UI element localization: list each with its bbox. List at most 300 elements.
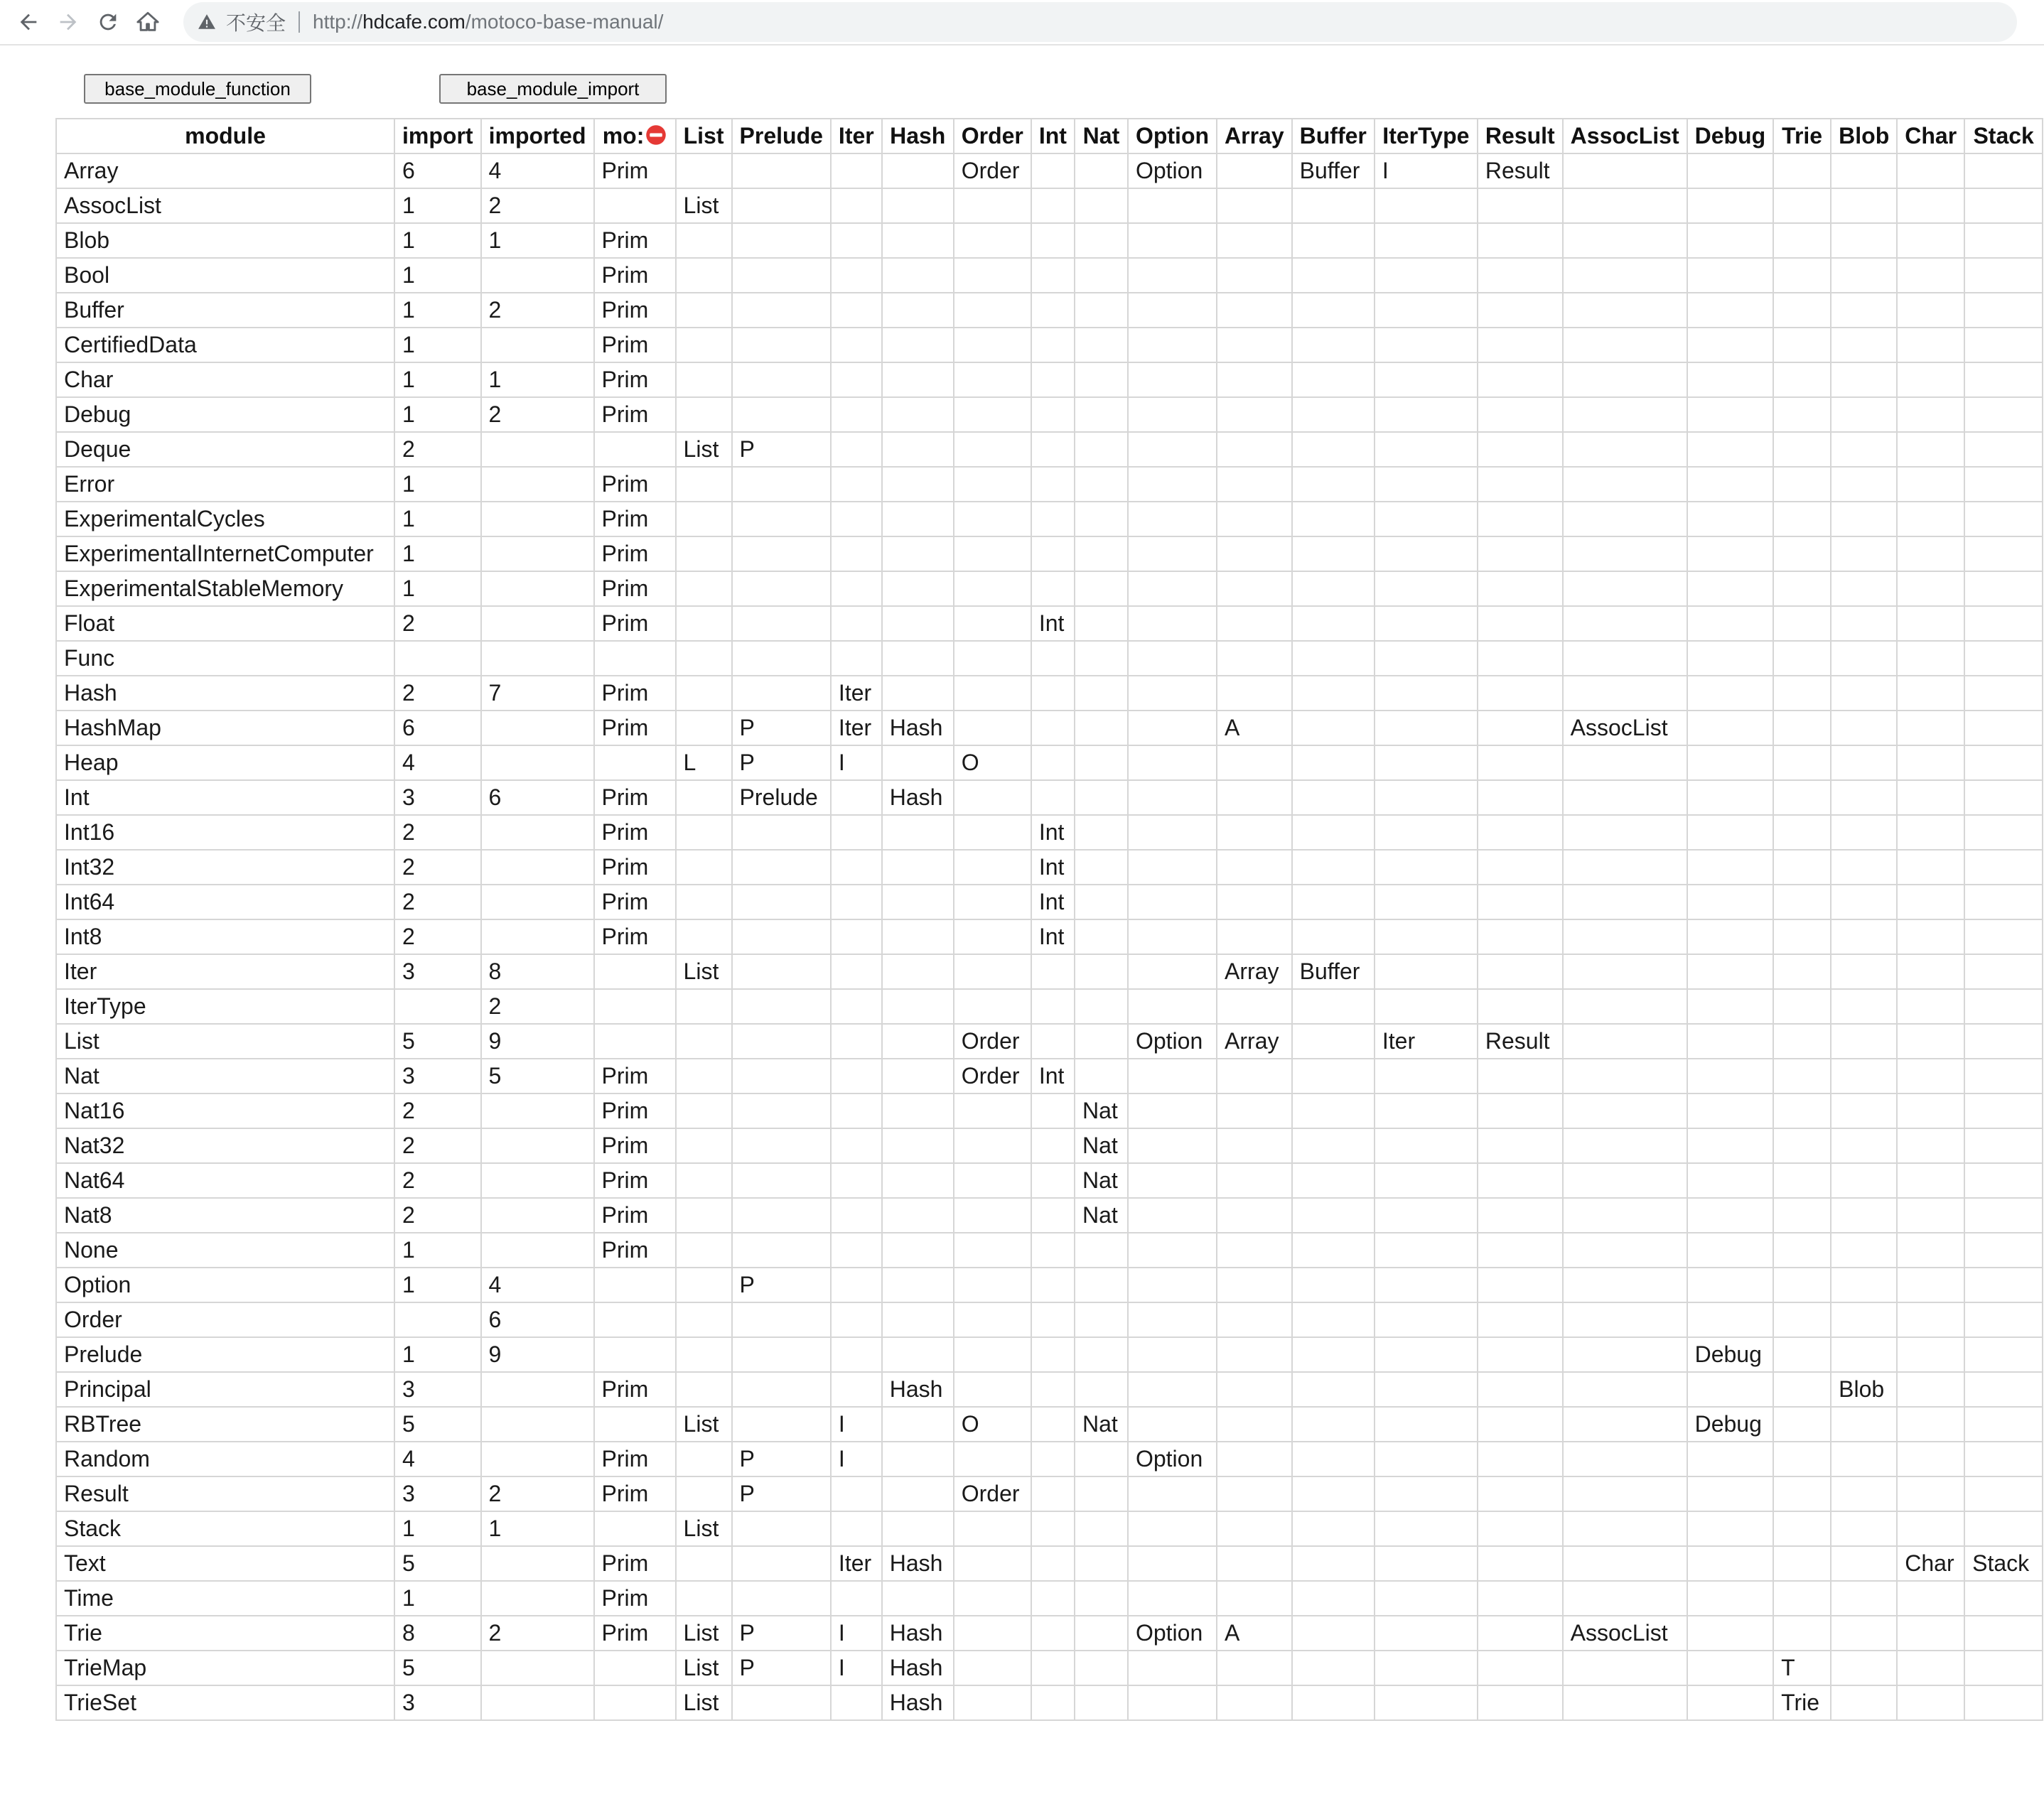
table-cell: [882, 954, 954, 989]
table-cell: [1897, 293, 1964, 328]
table-cell: [481, 258, 594, 293]
module-name-cell: Int32: [56, 850, 394, 885]
table-cell: [1075, 1651, 1128, 1685]
table-cell: [1773, 919, 1831, 954]
table-cell: [1478, 536, 1563, 571]
table-cell: [1687, 502, 1774, 536]
table-cell: [1031, 989, 1075, 1024]
table-row: [56, 989, 2043, 1024]
table-cell: 1: [394, 362, 481, 397]
table-cell: [1563, 293, 1687, 328]
back-arrow-icon: [16, 10, 41, 34]
table-cell: [831, 1233, 882, 1268]
table-cell: [1897, 850, 1964, 885]
table-cell: [1773, 328, 1831, 362]
table-cell: [1128, 850, 1217, 885]
table-cell: [732, 1685, 831, 1720]
table-cell: [1375, 1581, 1478, 1616]
table-cell: [1563, 1233, 1687, 1268]
table-cell: [1292, 1059, 1375, 1094]
column-header-label: Array: [1225, 123, 1284, 148]
table-cell: [1831, 676, 1897, 711]
table-cell: 2: [394, 676, 481, 711]
column-header-int: [1031, 119, 1075, 153]
table-cell: [1478, 223, 1563, 258]
table-cell: [1563, 1024, 1687, 1059]
table-cell: [1964, 1302, 2043, 1337]
table-cell: Prim: [594, 467, 676, 502]
table-cell: 4: [481, 153, 594, 188]
module-name-cell: Stack: [56, 1511, 394, 1546]
column-header-label: Order: [961, 123, 1023, 148]
table-cell: [1128, 467, 1217, 502]
table-cell: 1: [394, 502, 481, 536]
table-cell: [882, 885, 954, 919]
table-cell: [1773, 676, 1831, 711]
table-cell: List: [676, 188, 732, 223]
table-cell: [1773, 362, 1831, 397]
table-cell: [1217, 919, 1292, 954]
table-cell: Hash: [882, 1651, 954, 1685]
column-header-label: AssocList: [1570, 123, 1679, 148]
table-cell: 1: [394, 328, 481, 362]
table-cell: [882, 432, 954, 467]
table-cell: [1031, 467, 1075, 502]
table-cell: [1075, 850, 1128, 885]
table-cell: [1075, 432, 1128, 467]
table-row: [56, 258, 2043, 293]
module-name-cell: IterType: [56, 989, 394, 1024]
table-cell: [1128, 1302, 1217, 1337]
table-cell: [831, 1511, 882, 1546]
table-cell: [1128, 1094, 1217, 1128]
table-cell: 2: [394, 1094, 481, 1128]
table-cell: [1375, 1233, 1478, 1268]
table-row: [56, 1372, 2043, 1407]
table-row: [56, 1616, 2043, 1651]
table-row: [56, 432, 2043, 467]
table-cell: 2: [481, 397, 594, 432]
table-cell: [1773, 1268, 1831, 1302]
table-cell: Option: [1128, 153, 1217, 188]
module-name-cell: Result: [56, 1476, 394, 1511]
table-cell: [1031, 1442, 1075, 1476]
table-cell: [1687, 745, 1774, 780]
table-cell: [831, 641, 882, 676]
forward-button[interactable]: [48, 2, 88, 42]
table-cell: [732, 1094, 831, 1128]
table-cell: 4: [394, 1442, 481, 1476]
table-cell: [1897, 919, 1964, 954]
table-cell: P: [732, 1651, 831, 1685]
table-cell: [1687, 850, 1774, 885]
table-cell: Prim: [594, 153, 676, 188]
table-cell: [831, 188, 882, 223]
table-cell: [1964, 745, 2043, 780]
table-cell: [954, 362, 1031, 397]
table-cell: Prim: [594, 328, 676, 362]
table-row: [56, 1094, 2043, 1128]
module-name-cell: Bool: [56, 258, 394, 293]
table-cell: 2: [394, 1128, 481, 1163]
table-cell: [1897, 467, 1964, 502]
table-cell: [1897, 1581, 1964, 1616]
table-cell: [1831, 223, 1897, 258]
table-row: [56, 1233, 2043, 1268]
table-cell: [1128, 1581, 1217, 1616]
table-cell: [1075, 1581, 1128, 1616]
table-cell: 3: [394, 1059, 481, 1094]
back-button[interactable]: [9, 2, 48, 42]
table-cell: [1217, 641, 1292, 676]
column-header-trie: [1773, 119, 1831, 153]
table-cell: Prim: [594, 780, 676, 815]
table-cell: [1217, 780, 1292, 815]
table-cell: [954, 1337, 1031, 1372]
table-cell: [1292, 1337, 1375, 1372]
table-cell: [1563, 780, 1687, 815]
table-cell: [954, 1302, 1031, 1337]
table-cell: [1075, 919, 1128, 954]
table-cell: [1687, 1024, 1774, 1059]
table-row: [56, 1511, 2043, 1546]
table-cell: [882, 502, 954, 536]
table-cell: Nat: [1075, 1198, 1128, 1233]
table-cell: [676, 676, 732, 711]
module-name-cell: ExperimentalCycles: [56, 502, 394, 536]
table-cell: [676, 711, 732, 745]
table-cell: [676, 1024, 732, 1059]
module-name-cell: Int8: [56, 919, 394, 954]
table-cell: [1217, 571, 1292, 606]
table-cell: [954, 432, 1031, 467]
table-cell: [1031, 1094, 1075, 1128]
table-cell: [594, 1651, 676, 1685]
table-row: [56, 1651, 2043, 1685]
table-row: [56, 1128, 2043, 1163]
base-module-function-button[interactable]: base_module_function: [84, 74, 311, 104]
table-cell: [882, 571, 954, 606]
table-cell: [1687, 362, 1774, 397]
table-cell: [1773, 1059, 1831, 1094]
module-name-cell: Random: [56, 1442, 394, 1476]
module-name-cell: Nat32: [56, 1128, 394, 1163]
column-header-label: Stack: [1973, 123, 2034, 148]
table-cell: [1292, 1372, 1375, 1407]
table-cell: L: [676, 745, 732, 780]
table-cell: [1031, 1268, 1075, 1302]
table-row: [56, 1302, 2043, 1337]
table-cell: Int: [1031, 850, 1075, 885]
table-cell: [831, 1372, 882, 1407]
table-cell: 5: [394, 1651, 481, 1685]
table-cell: [882, 1511, 954, 1546]
column-header-label: Buffer: [1299, 123, 1367, 148]
table-cell: [1563, 188, 1687, 223]
table-cell: [1292, 223, 1375, 258]
table-cell: [1687, 328, 1774, 362]
column-header-module: [56, 119, 394, 153]
table-cell: [1897, 1685, 1964, 1720]
table-cell: [1563, 1407, 1687, 1442]
table-cell: [1897, 1198, 1964, 1233]
table-cell: 2: [394, 885, 481, 919]
table-cell: [882, 1094, 954, 1128]
table-cell: [1964, 467, 2043, 502]
table-cell: [1128, 1651, 1217, 1685]
table-cell: Prim: [594, 1094, 676, 1128]
table-cell: [1478, 397, 1563, 432]
table-cell: 1: [481, 223, 594, 258]
table-cell: [1897, 815, 1964, 850]
table-cell: [394, 989, 481, 1024]
table-cell: [1773, 1024, 1831, 1059]
table-cell: [882, 153, 954, 188]
table-cell: [1773, 153, 1831, 188]
table-cell: 3: [394, 1685, 481, 1720]
table-cell: [1478, 1442, 1563, 1476]
module-name-cell: TrieSet: [56, 1685, 394, 1720]
table-cell: [1897, 1511, 1964, 1546]
module-name-cell: CertifiedData: [56, 328, 394, 362]
table-cell: [1375, 1616, 1478, 1651]
table-cell: [954, 1163, 1031, 1198]
table-cell: [1031, 1685, 1075, 1720]
url-scheme: http://: [313, 11, 363, 33]
table-cell: [1773, 571, 1831, 606]
table-cell: [1964, 780, 2043, 815]
module-name-cell: Blob: [56, 223, 394, 258]
table-cell: [1563, 1476, 1687, 1511]
table-cell: [1375, 989, 1478, 1024]
table-cell: [1687, 571, 1774, 606]
table-cell: [1478, 606, 1563, 641]
table-cell: [1031, 641, 1075, 676]
table-cell: [1478, 1128, 1563, 1163]
table-cell: [1687, 711, 1774, 745]
table-cell: Nat: [1075, 1407, 1128, 1442]
table-cell: AssocList: [1563, 711, 1687, 745]
warning-icon[interactable]: [198, 13, 216, 31]
table-cell: [1292, 606, 1375, 641]
column-header-label: Nat: [1082, 123, 1120, 148]
table-cell: [1831, 1511, 1897, 1546]
module-name-cell: Order: [56, 1302, 394, 1337]
table-cell: Hash: [882, 1546, 954, 1581]
table-cell: [594, 188, 676, 223]
table-cell: [954, 188, 1031, 223]
table-cell: [1217, 606, 1292, 641]
table-cell: [1075, 536, 1128, 571]
table-cell: Prim: [594, 606, 676, 641]
table-cell: [1964, 1581, 2043, 1616]
table-cell: [676, 606, 732, 641]
table-cell: [1831, 1337, 1897, 1372]
table-row: [56, 606, 2043, 641]
reload-button[interactable]: [88, 2, 128, 42]
column-header-label: module: [185, 123, 266, 148]
table-cell: [1075, 1233, 1128, 1268]
table-cell: [1292, 1163, 1375, 1198]
table-cell: [1563, 571, 1687, 606]
table-cell: [1687, 258, 1774, 293]
table-cell: [1687, 293, 1774, 328]
table-cell: [1031, 1511, 1075, 1546]
table-cell: [1687, 1198, 1774, 1233]
table-cell: [1217, 467, 1292, 502]
table-cell: [882, 815, 954, 850]
table-cell: [1831, 153, 1897, 188]
module-name-cell: List: [56, 1024, 394, 1059]
table-cell: [1773, 502, 1831, 536]
module-name-cell: HashMap: [56, 711, 394, 745]
table-cell: [1375, 1198, 1478, 1233]
module-name-cell: Nat16: [56, 1094, 394, 1128]
table-cell: Nat: [1075, 1128, 1128, 1163]
table-cell: [954, 536, 1031, 571]
table-cell: 2: [481, 188, 594, 223]
table-cell: [1897, 328, 1964, 362]
table-cell: [1031, 1581, 1075, 1616]
table-cell: [1897, 1372, 1964, 1407]
table-cell: [1897, 954, 1964, 989]
table-cell: [1563, 223, 1687, 258]
table-cell: [1964, 1685, 2043, 1720]
table-cell: [1831, 432, 1897, 467]
module-name-cell: Heap: [56, 745, 394, 780]
table-cell: 2: [481, 1476, 594, 1511]
security-label[interactable]: 不安全: [226, 12, 286, 34]
module-name-cell: Buffer: [56, 293, 394, 328]
table-cell: [1964, 1198, 2043, 1233]
table-cell: [1075, 606, 1128, 641]
table-cell: [1687, 954, 1774, 989]
table-cell: Prim: [594, 1233, 676, 1268]
table-cell: [831, 606, 882, 641]
table-row: [56, 1685, 2043, 1720]
home-button[interactable]: [128, 2, 168, 42]
table-cell: [732, 1233, 831, 1268]
table-row: [56, 1337, 2043, 1372]
module-name-cell: Int64: [56, 885, 394, 919]
address-bar[interactable]: [183, 2, 2017, 42]
table-cell: [831, 293, 882, 328]
table-cell: [732, 1302, 831, 1337]
table-cell: 1: [394, 397, 481, 432]
table-cell: I: [831, 1651, 882, 1685]
table-cell: [594, 1302, 676, 1337]
table-cell: List: [676, 432, 732, 467]
table-cell: [1563, 1059, 1687, 1094]
table-cell: [1687, 1651, 1774, 1685]
table-cell: [1563, 1511, 1687, 1546]
table-cell: [481, 1581, 594, 1616]
table-cell: P: [732, 1616, 831, 1651]
table-cell: [1687, 1233, 1774, 1268]
table-cell: [831, 1581, 882, 1616]
table-cell: [1478, 989, 1563, 1024]
table-cell: [831, 1476, 882, 1511]
table-cell: 2: [394, 606, 481, 641]
table-cell: 5: [394, 1407, 481, 1442]
table-cell: [1375, 850, 1478, 885]
table-cell: [1375, 1651, 1478, 1685]
table-cell: [1897, 188, 1964, 223]
table-cell: [1292, 1685, 1375, 1720]
column-header-prelude: [732, 119, 831, 153]
table-cell: Prim: [594, 711, 676, 745]
table-cell: [1075, 1442, 1128, 1476]
table-cell: [1964, 954, 2043, 989]
table-cell: [732, 467, 831, 502]
table-cell: [481, 571, 594, 606]
table-cell: 1: [394, 258, 481, 293]
table-cell: [481, 1233, 594, 1268]
table-cell: [1478, 1476, 1563, 1511]
table-cell: [1217, 885, 1292, 919]
table-cell: [1964, 1233, 2043, 1268]
table-cell: [676, 536, 732, 571]
table-cell: [1128, 362, 1217, 397]
table-cell: [954, 1442, 1031, 1476]
table-cell: 1: [481, 1511, 594, 1546]
base-module-import-button[interactable]: base_module_import: [439, 74, 667, 104]
table-cell: Hash: [882, 780, 954, 815]
table-cell: [1563, 432, 1687, 467]
table-cell: Int: [1031, 919, 1075, 954]
table-row: [56, 745, 2043, 780]
table-cell: 9: [481, 1337, 594, 1372]
table-cell: [1478, 1059, 1563, 1094]
table-cell: [1831, 397, 1897, 432]
table-cell: [1773, 467, 1831, 502]
table-cell: [954, 1685, 1031, 1720]
table-cell: [1687, 676, 1774, 711]
table-cell: [1964, 1616, 2043, 1651]
url-host: hdcafe.com: [362, 11, 466, 33]
table-cell: P: [732, 711, 831, 745]
table-cell: [1292, 258, 1375, 293]
home-icon: [136, 10, 160, 34]
table-cell: [882, 1337, 954, 1372]
table-cell: [1075, 1024, 1128, 1059]
column-header-order: [954, 119, 1031, 153]
table-cell: [1687, 1302, 1774, 1337]
module-name-cell: TrieMap: [56, 1651, 394, 1685]
table-cell: [1292, 989, 1375, 1024]
table-cell: [1217, 1511, 1292, 1546]
table-cell: [1128, 293, 1217, 328]
table-cell: [732, 1337, 831, 1372]
module-name-cell: ExperimentalStableMemory: [56, 571, 394, 606]
table-cell: [1563, 1094, 1687, 1128]
table-cell: [1831, 328, 1897, 362]
table-cell: [882, 989, 954, 1024]
table-cell: [1964, 1163, 2043, 1198]
table-cell: [1075, 328, 1128, 362]
table-cell: O: [954, 745, 1031, 780]
table-cell: [831, 1094, 882, 1128]
table-cell: Prim: [594, 1163, 676, 1198]
table-cell: [831, 850, 882, 885]
table-cell: Buffer: [1292, 153, 1375, 188]
table-cell: [1897, 1476, 1964, 1511]
table-cell: [1687, 153, 1774, 188]
table-cell: [1031, 258, 1075, 293]
table-cell: [1563, 745, 1687, 780]
table-cell: [882, 1407, 954, 1442]
table-cell: [481, 711, 594, 745]
